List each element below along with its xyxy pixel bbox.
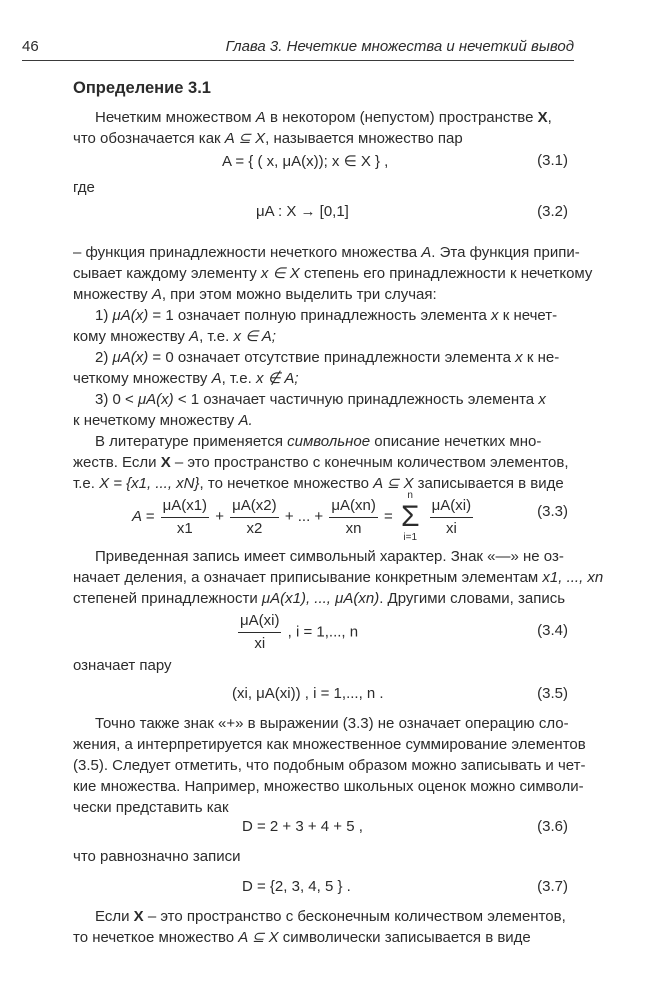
paragraph-line: В литературе применяется символьное описание нечетких мно- [95, 433, 542, 450]
paragraph-line: начает деления, а означает приписывание конкретным элементам x1, ..., xn [73, 569, 604, 586]
formula-3-4: $\frac{\mu A(xi)}{xi}$ , i = 1,..., n [240, 612, 359, 652]
equation-number: (3.5) [537, 685, 568, 702]
paragraph-line: жения, а интерпретируется как множественное суммирование элементов [73, 736, 586, 753]
paragraph-line: Точно также знак «+» в выражении (3.3) не означает операцию сло- [95, 715, 569, 732]
equation-number: (3.6) [537, 818, 568, 835]
case-3-line: 3) 0 < μA(x) < 1 означает частичную принадлежность элемента x [95, 391, 546, 408]
paragraph-line: сывает каждому элементу x ∈ X степень его принадлежности к нечеткому [73, 265, 593, 282]
formula-3-1: A = { ( x, μA(x)); x ∈ X } , [222, 153, 389, 170]
running-header [22, 38, 574, 61]
formula-3-5: (xi, μA(xi)) , i = 1,..., n . [232, 685, 384, 702]
case-2-line: четкому множеству A, т.е. x ∉ A; [73, 370, 299, 387]
case-3-line: к нечеткому множеству A. [73, 412, 253, 429]
where-label: где [73, 179, 95, 196]
page-number: 46 [22, 38, 39, 55]
formula-3-6: D = 2 + 3 + 4 + 5 , [242, 818, 363, 835]
chapter-title: Глава 3. Нечеткие множества и нечеткий вывод [225, 38, 574, 55]
equation-number: (3.1) [537, 152, 568, 169]
equiv-label: что равнозначно записи [73, 848, 241, 865]
formula-3-3: A = $\frac{\mu A(x1)}{x1}$ + $\frac{\mu A(x2)}{x2}$ + ... + $\frac{\mu A(xn)}{xn}$ = n Σ i=1 $\frac{\mu A(xi)}{xi}$ [132, 490, 472, 543]
paragraph-line: – функция принадлежности нечеткого множества A. Эта функция припи- [73, 244, 580, 261]
paragraph-line: чески представить как [73, 799, 229, 816]
formula-3-2: μA : X → [0,1] [256, 203, 349, 220]
means-pair-label: означает пару [73, 657, 172, 674]
paragraph-line: кие множества. Например, множество школьных оценок можно символи- [73, 778, 584, 795]
case-2-line: 2) μA(x) = 0 означает отсутствие принадлежности элемента x к не- [95, 349, 560, 366]
equation-number: (3.3) [537, 503, 568, 520]
equation-number: (3.7) [537, 878, 568, 895]
case-1-line: кому множеству A, т.е. x ∈ A; [73, 328, 276, 345]
paragraph-line: Нечетким множеством A в некотором (непустом) пространстве X, [95, 109, 552, 126]
definition-heading: Определение 3.1 [73, 79, 211, 97]
paragraph-line: то нечеткое множество A ⊆ X символически записывается в виде [73, 929, 531, 946]
paragraph-line: что обозначается как A ⊆ X, называется множество пар [73, 130, 463, 147]
paragraph-line: (3.5). Следует отметить, что подобным образом можно записывать и чет- [73, 757, 586, 774]
paragraph-line: Приведенная запись имеет символьный характер. Знак «—» не оз- [95, 548, 564, 565]
equation-number: (3.4) [537, 622, 568, 639]
paragraph-line: множеству A, при этом можно выделить три случая: [73, 286, 437, 303]
paragraph-line: Если X – это пространство с бесконечным количеством элементов, [95, 908, 566, 925]
paragraph-line: жеств. Если X – это пространство с конечным количеством элементов, [73, 454, 569, 471]
paragraph-line: т.е. X = {x1, ..., xN}, то нечеткое множество A ⊆ X записывается в виде [73, 475, 564, 492]
formula-3-7: D = {2, 3, 4, 5 } . [242, 878, 351, 895]
case-1-line: 1) μA(x) = 1 означает полную принадлежность элемента x к нечет- [95, 307, 558, 324]
paragraph-line: степеней принадлежности μA(x1), ..., μA(xn). Другими словами, запись [73, 590, 566, 607]
equation-number: (3.2) [537, 203, 568, 220]
